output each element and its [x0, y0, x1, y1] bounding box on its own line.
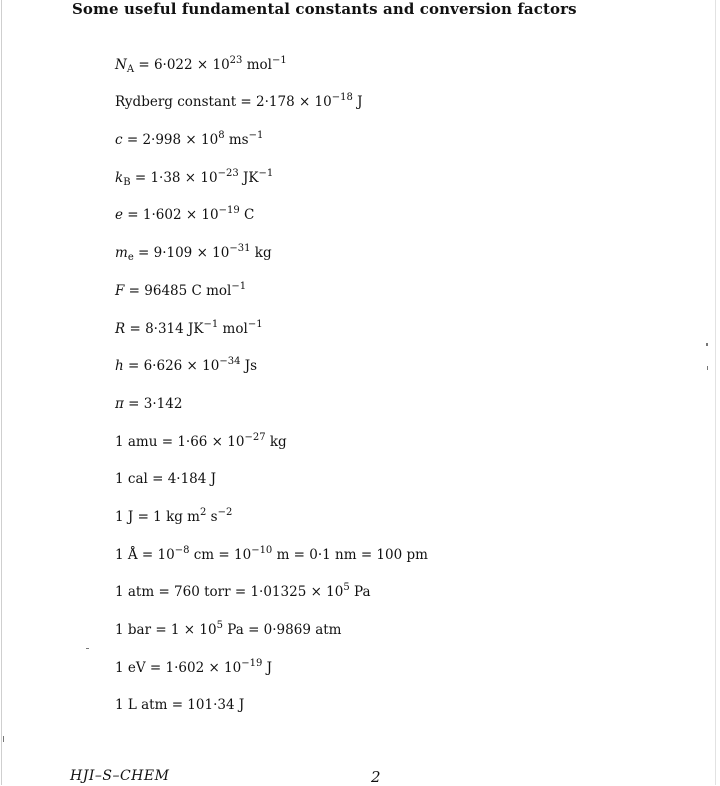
- superscript: −31: [229, 243, 251, 255]
- symbol: π: [115, 395, 124, 412]
- text: = 1·38 × 10: [130, 169, 218, 186]
- subscript: e: [127, 252, 134, 264]
- text: = 2·998 × 10: [122, 132, 219, 149]
- constant-equation: [115, 282, 246, 300]
- superscript: −1: [231, 280, 247, 292]
- text: = 96485 C mol: [124, 282, 232, 299]
- text: m = 0·1 nm = 100 pm: [272, 546, 428, 563]
- symbol: e: [115, 207, 123, 224]
- text: kg: [265, 433, 287, 450]
- text: 1 J = 1 kg m: [115, 508, 200, 525]
- constant-row: [115, 262, 675, 300]
- superscript: −1: [258, 167, 274, 179]
- text: = 3·142: [123, 395, 183, 412]
- text: C: [239, 207, 255, 224]
- constant-row: [115, 36, 675, 74]
- constant-equation: [115, 131, 263, 149]
- text: Js: [240, 358, 258, 375]
- text: = 1·602 × 10: [123, 207, 219, 224]
- constant-row: [115, 300, 675, 338]
- symbol: h: [115, 358, 124, 375]
- constant-equation: [115, 659, 272, 677]
- text: = 9·109 × 10: [133, 245, 230, 262]
- constant-row: [115, 149, 675, 187]
- text: mol: [218, 320, 248, 337]
- constant-equation: [115, 470, 216, 488]
- text: J: [262, 659, 273, 676]
- text: 1 bar = 1 × 10: [115, 622, 217, 638]
- text: kg: [250, 245, 272, 262]
- superscript: −34: [219, 356, 241, 368]
- symbol: m: [115, 245, 128, 262]
- constant-row: [115, 451, 675, 489]
- constants-list: [115, 36, 675, 714]
- constant-equation: [115, 546, 428, 564]
- superscript: −1: [203, 318, 219, 330]
- text: 1 Å = 10: [115, 546, 175, 563]
- subscript: A: [126, 63, 135, 75]
- constant-row: [115, 111, 675, 149]
- constant-equation: [115, 583, 371, 601]
- superscript: −19: [218, 205, 240, 217]
- scan-speck: [706, 343, 708, 346]
- superscript: −1: [248, 130, 264, 142]
- constant-equation: [115, 696, 244, 714]
- text: Pa = 0·9869 atm: [222, 622, 342, 638]
- text: JK: [238, 169, 259, 186]
- footer-exam-code: HJI–S–CHEM: [70, 768, 170, 784]
- scan-speck: [3, 736, 4, 742]
- text: 1 cal = 4·184 J: [115, 471, 217, 488]
- constant-row: [115, 74, 675, 112]
- page-left-edge: [1, 0, 2, 785]
- symbol: R: [115, 320, 126, 337]
- text: Pa: [349, 584, 371, 601]
- constant-row: [115, 338, 675, 376]
- text: s: [206, 508, 218, 525]
- constant-equation: [115, 508, 232, 526]
- page-title: Some useful fundamental constants and conversion factors: [72, 0, 577, 18]
- constant-row: [115, 224, 675, 262]
- constant-row: [115, 526, 675, 564]
- text: = 6·626 × 10: [123, 358, 220, 375]
- text: J: [352, 94, 363, 111]
- constant-equation: [115, 395, 182, 413]
- superscript: −8: [174, 544, 190, 556]
- text: ms: [224, 132, 249, 149]
- text: mol: [242, 56, 272, 73]
- constant-equation: [115, 169, 273, 187]
- superscript: −19: [241, 657, 263, 669]
- superscript: 23: [229, 54, 243, 66]
- constant-row: [115, 564, 675, 602]
- scan-speck: [86, 648, 89, 649]
- scan-speck: [707, 366, 708, 370]
- symbol: k: [115, 169, 124, 186]
- symbol: N: [115, 56, 127, 73]
- text: 1 eV = 1·602 × 10: [115, 659, 242, 676]
- constant-row: [115, 639, 675, 677]
- constant-equation: [115, 433, 287, 451]
- constant-equation: [115, 621, 341, 639]
- superscript: −18: [331, 92, 353, 104]
- text: Rydberg constant = 2·178 × 10: [115, 94, 332, 111]
- footer-page-number: 2: [371, 768, 381, 786]
- constant-equation: [115, 206, 254, 224]
- text: 1 atm = 760 torr = 1·01325 × 10: [115, 584, 344, 601]
- superscript: −1: [247, 318, 263, 330]
- superscript: −1: [271, 54, 287, 66]
- constant-row: [115, 187, 675, 225]
- text: 1 L atm = 101·34 J: [115, 697, 245, 714]
- constant-equation: [115, 320, 263, 338]
- constant-row: [115, 488, 675, 526]
- constant-row: [115, 413, 675, 451]
- subscript: B: [123, 176, 131, 188]
- constant-equation: [115, 357, 257, 375]
- constant-row: [115, 677, 675, 715]
- superscript: −23: [217, 167, 239, 179]
- symbol: c: [115, 132, 123, 149]
- superscript: 2: [199, 506, 207, 518]
- constant-equation: [115, 56, 287, 74]
- text: 1 amu = 1·66 × 10: [115, 433, 245, 450]
- text: = 8·314 JK: [125, 320, 204, 337]
- constant-row: [115, 375, 675, 413]
- superscript: −2: [217, 506, 233, 518]
- superscript: 8: [218, 130, 225, 142]
- constant-equation: [115, 93, 363, 111]
- constant-row: [115, 601, 675, 639]
- page-right-edge: [715, 0, 716, 785]
- symbol: F: [115, 282, 125, 299]
- text: = 6·022 × 10: [134, 56, 230, 73]
- superscript: −27: [244, 431, 266, 443]
- text: cm = 10: [189, 546, 252, 563]
- superscript: 5: [216, 620, 223, 631]
- constant-equation: [115, 244, 272, 262]
- superscript: −10: [251, 544, 273, 556]
- superscript: 5: [343, 582, 350, 594]
